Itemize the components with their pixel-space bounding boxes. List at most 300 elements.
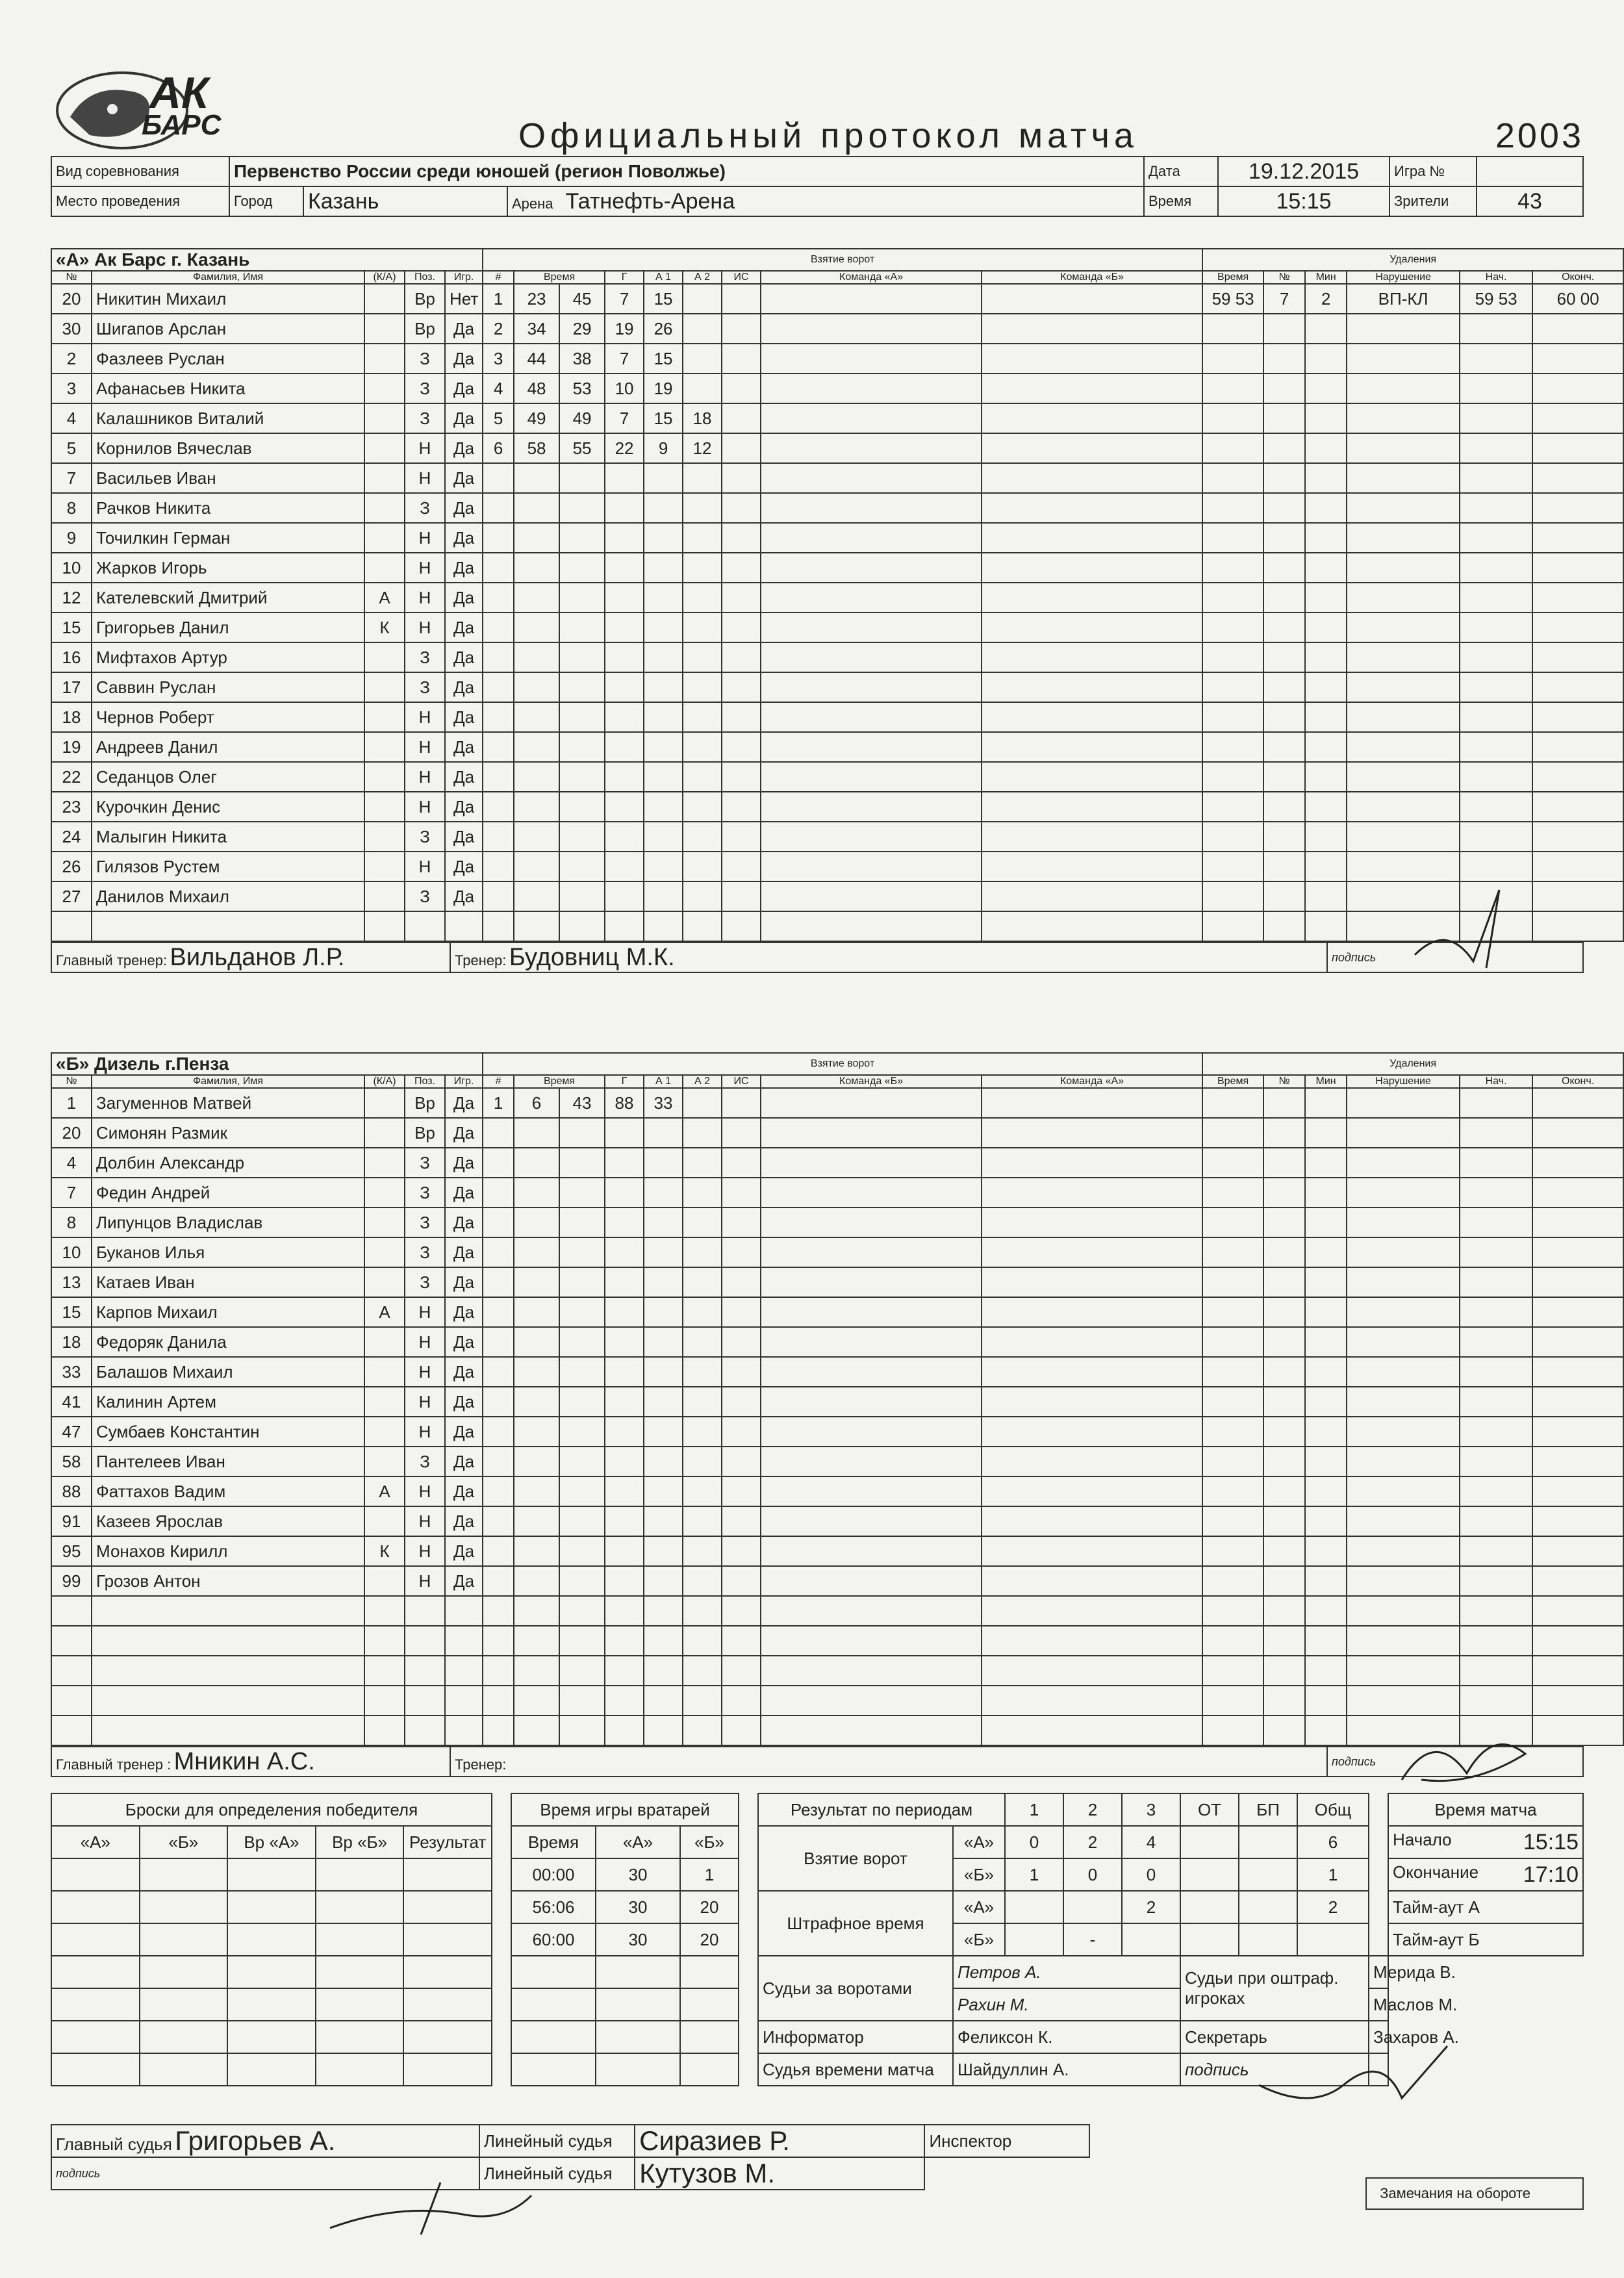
goal-assist-1: [644, 1417, 683, 1447]
goal-minute: [514, 1596, 559, 1626]
timekeeper-label: Судья времени матча: [758, 2053, 953, 2086]
goal-is: [722, 1118, 761, 1148]
goal-team-opp: [982, 583, 1202, 613]
goal-team-opp: [982, 1506, 1202, 1536]
player-played: [445, 1686, 483, 1715]
goal-minute: [514, 762, 559, 792]
captain-mark: [364, 314, 405, 344]
goal-assist-1: [644, 1357, 683, 1387]
captain-mark: К: [364, 613, 405, 642]
player-row: [51, 852, 1623, 881]
player-row: [51, 1536, 1623, 1566]
penalty-start: [1460, 433, 1532, 463]
penalty-minutes: [1305, 1476, 1347, 1506]
goal-judge-2: Рахин М.: [953, 1988, 1180, 2021]
player-played: [445, 911, 483, 941]
goal-scorer: [605, 1387, 644, 1417]
secretary-signature-scribble: [1252, 2046, 1467, 2124]
captain-mark: [364, 852, 405, 881]
player-number: 16: [51, 642, 92, 672]
penalty-end: [1532, 1148, 1623, 1178]
goal-team-opp: [982, 463, 1202, 493]
player-played: Да: [445, 344, 483, 373]
penalty-minutes: [1305, 881, 1347, 911]
timeout-b: Тайм-аут Б: [1388, 1923, 1583, 1956]
goal-assist-2: [683, 822, 722, 852]
player-row: [51, 314, 1623, 344]
goal-number: [483, 881, 514, 911]
goal-team-own: [761, 732, 982, 762]
goal-assist-1: [644, 852, 683, 881]
goal-second: [559, 852, 605, 881]
penalty-start: [1460, 792, 1532, 822]
goal-number: [483, 1237, 514, 1267]
gk-r3-b: 20: [680, 1923, 739, 1956]
player-name: [92, 1626, 364, 1656]
goal-is: [722, 852, 761, 881]
goal-minute: 34: [514, 314, 559, 344]
goal-number: [483, 1417, 514, 1447]
goal-team-own: [761, 1387, 982, 1417]
player-played: Да: [445, 881, 483, 911]
penalty-player: [1263, 1148, 1305, 1178]
penalty-start: [1460, 1297, 1532, 1327]
goal-team-opp: [982, 1208, 1202, 1237]
player-position: Н: [405, 852, 445, 881]
goal-judges-label: Судьи за воротами: [758, 1956, 953, 2021]
goal-assist-2: [683, 1327, 722, 1357]
player-row: [51, 642, 1623, 672]
informator-label: Информатор: [758, 2021, 953, 2053]
penalty-player: [1263, 1088, 1305, 1118]
penalty-start: [1460, 1088, 1532, 1118]
penalty-start: [1460, 463, 1532, 493]
player-number: 3: [51, 373, 92, 403]
goal-team-own: [761, 1536, 982, 1566]
penalty-player: [1263, 762, 1305, 792]
penalty-minutes: [1305, 523, 1347, 553]
goal-team-opp: [982, 1686, 1202, 1715]
player-row: [51, 1088, 1623, 1118]
goal-second: [559, 822, 605, 852]
goal-number: [483, 1208, 514, 1237]
goal-assist-2: [683, 1447, 722, 1476]
shootout-col-b: «Б»: [140, 1826, 228, 1858]
player-row: [51, 433, 1623, 463]
gk-row1: 00:00: [511, 1858, 596, 1891]
penalty-end: [1532, 642, 1623, 672]
shootout-col-result: Результат: [403, 1826, 492, 1858]
goal-minute: [514, 493, 559, 523]
player-row: [51, 1267, 1623, 1297]
penalty-player: [1263, 493, 1305, 523]
goal-assist-2: [683, 583, 722, 613]
end-hour: 17: [1523, 1862, 1548, 1887]
goal-number: [483, 1297, 514, 1327]
penalty-end: [1532, 1476, 1623, 1506]
penalty-end: [1532, 1088, 1623, 1118]
penalty-violation: [1347, 1237, 1460, 1267]
signature-label: подпись: [1332, 1754, 1377, 1768]
penalties-title-b: Удаления: [1202, 1053, 1623, 1075]
goal-is: [722, 1208, 761, 1237]
pen-a-total: 2: [1297, 1891, 1369, 1923]
penalty-time: [1202, 1178, 1263, 1208]
goal-team-own: [761, 1596, 982, 1626]
goal-scorer: [605, 822, 644, 852]
player-played: Да: [445, 463, 483, 493]
goal-team-own: [761, 642, 982, 672]
captain-mark: [364, 1417, 405, 1447]
goal-team-opp: [982, 1357, 1202, 1387]
player-row: [51, 1297, 1623, 1327]
goal-scorer: [605, 493, 644, 523]
penalty-violation: [1347, 1476, 1460, 1506]
penalty-player: [1263, 792, 1305, 822]
goals-b-label: «Б»: [953, 1858, 1005, 1891]
pen-b-p1: [1005, 1923, 1063, 1956]
player-played: Да: [445, 1357, 483, 1387]
penalty-player: [1263, 1178, 1305, 1208]
col-pstart: Нач.: [1460, 271, 1532, 284]
head-coach-name: Вильданов Л.Р.: [170, 943, 345, 971]
goal-assist-2: [683, 523, 722, 553]
arena: [507, 186, 1144, 216]
goal-second: [559, 1148, 605, 1178]
player-name: Точилкин Герман: [92, 523, 364, 553]
captain-mark: [364, 1357, 405, 1387]
gk-r2-sec: 06: [555, 1897, 575, 1917]
goal-second: [559, 911, 605, 941]
captain-mark: [364, 463, 405, 493]
penalty-time: [1202, 433, 1263, 463]
goal-is: [722, 881, 761, 911]
penalty-violation: [1347, 373, 1460, 403]
penalty-violation: [1347, 1148, 1460, 1178]
col-pviol: Нарушение: [1347, 271, 1460, 284]
goal-team-opp: [982, 1387, 1202, 1417]
col-pos: Поз.: [405, 1075, 445, 1088]
player-name: Катаев Иван: [92, 1267, 364, 1297]
captain-mark: [364, 1686, 405, 1715]
gk-r1-a: 30: [596, 1858, 680, 1891]
period-1: 1: [1005, 1793, 1063, 1826]
penalty-minutes: [1305, 672, 1347, 702]
penalty-start: [1460, 523, 1532, 553]
col-play: Игр.: [445, 271, 483, 284]
goal-assist-1: 26: [644, 314, 683, 344]
goal-number: [483, 1596, 514, 1626]
player-played: Да: [445, 493, 483, 523]
goal-minute: [514, 523, 559, 553]
pen-a-p1: [1005, 1891, 1063, 1923]
penalty-violation: [1347, 1387, 1460, 1417]
penalty-player: [1263, 613, 1305, 642]
goals-b-p2: 0: [1063, 1858, 1122, 1891]
penalty-time: [1202, 613, 1263, 642]
goal-is: [722, 1148, 761, 1178]
col-gtime: Время: [514, 271, 605, 284]
goal-team-own: [761, 1566, 982, 1596]
player-row: [51, 1566, 1623, 1596]
goal-assist-1: [644, 1178, 683, 1208]
pen-b-ot: [1180, 1923, 1239, 1956]
player-played: Да: [445, 583, 483, 613]
col-is: ИС: [722, 271, 761, 284]
goal-second: [559, 523, 605, 553]
player-number: 8: [51, 1208, 92, 1237]
goal-scorer: 7: [605, 344, 644, 373]
goal-assist-2: [683, 1417, 722, 1447]
goal-team-opp: [982, 284, 1202, 314]
player-row: [51, 1208, 1623, 1237]
penalty-minutes: [1305, 553, 1347, 583]
goal-assist-2: [683, 1118, 722, 1148]
player-row: [51, 284, 1623, 314]
col-g: Г: [605, 1075, 644, 1088]
penalty-violation: [1347, 1656, 1460, 1686]
penalty-violation: [1347, 553, 1460, 583]
penalty-violation: [1347, 792, 1460, 822]
match-end-value: 17:10: [1523, 1862, 1579, 1887]
player-played: Да: [445, 1476, 483, 1506]
penalty-time: [1202, 1506, 1263, 1536]
player-name: Данилов Михаил: [92, 881, 364, 911]
penalty-end: [1532, 523, 1623, 553]
goal-team-own: [761, 1327, 982, 1357]
penalty-player: [1263, 1267, 1305, 1297]
penalty-violation: [1347, 762, 1460, 792]
player-row: [51, 613, 1623, 642]
penalty-start: [1460, 1686, 1532, 1715]
penalty-end: [1532, 1686, 1623, 1715]
goal-number: 2: [483, 314, 514, 344]
penalty-violation: [1347, 642, 1460, 672]
goal-second: [559, 1297, 605, 1327]
goal-assist-1: [644, 1237, 683, 1267]
spectators-label: Зрители: [1389, 186, 1477, 216]
penalty-violation: [1347, 1178, 1460, 1208]
goal-assist-1: [644, 613, 683, 642]
penalty-end: [1532, 672, 1623, 702]
goal-scorer: [605, 1178, 644, 1208]
col-no: №: [51, 1075, 92, 1088]
player-position: З: [405, 1178, 445, 1208]
player-number: 88: [51, 1476, 92, 1506]
goal-assist-1: [644, 672, 683, 702]
goal-team-own: [761, 822, 982, 852]
player-number: 95: [51, 1536, 92, 1566]
city: Казань: [303, 186, 507, 216]
penalty-violation: [1347, 613, 1460, 642]
goal-assist-2: [683, 1476, 722, 1506]
penalty-player: [1263, 1387, 1305, 1417]
goal-team-own: [761, 1267, 982, 1297]
penalty-minutes: [1305, 1626, 1347, 1656]
penalty-time: [1202, 1327, 1263, 1357]
goal-is: [722, 1327, 761, 1357]
penalty-player: [1263, 732, 1305, 762]
goal-minute: 6: [514, 1088, 559, 1118]
player-number: 10: [51, 1237, 92, 1267]
penalty-violation: [1347, 344, 1460, 373]
goal-minute: 23: [514, 284, 559, 314]
goal-assist-1: [644, 881, 683, 911]
goal-team-own: [761, 1118, 982, 1148]
goal-assist-1: [644, 1715, 683, 1745]
goal-team-opp: [982, 403, 1202, 433]
goal-is: [722, 493, 761, 523]
penalty-end: [1532, 1178, 1623, 1208]
goal-assist-2: [683, 1715, 722, 1745]
penalty-time: [1202, 553, 1263, 583]
captain-mark: [364, 523, 405, 553]
captain-mark: [364, 762, 405, 792]
penalty-player: [1263, 1715, 1305, 1745]
head-coach-label: Главный тренер:: [56, 952, 168, 968]
player-played: Да: [445, 672, 483, 702]
goal-minute: [514, 1566, 559, 1596]
goal-second: [559, 702, 605, 732]
penalty-player: [1263, 881, 1305, 911]
player-name: Малыгин Никита: [92, 822, 364, 852]
goal-team-own: [761, 1088, 982, 1118]
penalty-start: [1460, 1417, 1532, 1447]
goal-team-own: [761, 852, 982, 881]
goal-team-own: [761, 881, 982, 911]
goal-assist-2: [683, 792, 722, 822]
referees-section: [51, 2124, 1584, 2190]
player-played: Нет: [445, 284, 483, 314]
penalty-player: [1263, 1447, 1305, 1476]
goal-team-opp: [982, 344, 1202, 373]
penalty-minutes: [1305, 852, 1347, 881]
team-a-signature-scribble: [1408, 883, 1525, 968]
goal-assist-1: [644, 553, 683, 583]
penalty-end: [1532, 1536, 1623, 1566]
goal-scorer: [605, 762, 644, 792]
player-position: З: [405, 1267, 445, 1297]
penalty-player: [1263, 553, 1305, 583]
penalty-end: [1532, 1447, 1623, 1476]
head-referee-signature: подпись: [51, 2157, 479, 2190]
goal-is: [722, 284, 761, 314]
team-a-roster: [51, 284, 1623, 941]
goal-minute: [514, 852, 559, 881]
penalty-player: [1263, 463, 1305, 493]
col-gno: #: [483, 271, 514, 284]
penalty-time: [1202, 1656, 1263, 1686]
goal-minute: [514, 1237, 559, 1267]
goal-is: [722, 1178, 761, 1208]
player-played: Да: [445, 822, 483, 852]
penalty-start: [1460, 373, 1532, 403]
penalty-time-label: Штрафное время: [758, 1891, 953, 1956]
player-position: Н: [405, 433, 445, 463]
player-number: 20: [51, 284, 92, 314]
player-name: Казеев Ярослав: [92, 1506, 364, 1536]
gk-r1-min: 00: [532, 1864, 552, 1884]
goal-assist-1: [644, 1267, 683, 1297]
player-row: [51, 1417, 1623, 1447]
goal-assist-2: [683, 672, 722, 702]
player-number: 13: [51, 1267, 92, 1297]
player-played: Да: [445, 702, 483, 732]
player-position: Вр: [405, 1088, 445, 1118]
penalty-player: [1263, 1536, 1305, 1566]
goal-number: 1: [483, 284, 514, 314]
shootout-col-gka: Вр «А»: [227, 1826, 316, 1858]
goal-number: 3: [483, 344, 514, 373]
goal-team-own: [761, 433, 982, 463]
penalty-minutes: [1305, 642, 1347, 672]
col-no: №: [51, 271, 92, 284]
goal-is: [722, 1566, 761, 1596]
penalty-judge-2: Маслов М.: [1369, 1988, 1388, 2021]
penalty-start: [1460, 1626, 1532, 1656]
player-played: Да: [445, 314, 483, 344]
player-played: Да: [445, 1088, 483, 1118]
goals-b-p3: 0: [1122, 1858, 1180, 1891]
penalty-player: [1263, 1327, 1305, 1357]
player-row: [51, 1118, 1623, 1148]
goal-second: [559, 493, 605, 523]
penalty-player: [1263, 373, 1305, 403]
player-played: Да: [445, 1297, 483, 1327]
captain-mark: [364, 1208, 405, 1237]
goal-assist-2: [683, 1178, 722, 1208]
penalty-player: [1263, 1297, 1305, 1327]
goal-team-own: [761, 1447, 982, 1476]
goal-scorer: [605, 1656, 644, 1686]
team-a-head-coach: [51, 943, 450, 972]
penalty-player: [1263, 1626, 1305, 1656]
gk-r1-b: 1: [680, 1858, 739, 1891]
penalty-time: [1202, 1566, 1263, 1596]
goal-number: [483, 672, 514, 702]
goal-minute: [514, 1715, 559, 1745]
goal-is: [722, 792, 761, 822]
city-label: Город: [229, 186, 303, 216]
penalty-violation: [1347, 1118, 1460, 1148]
player-position: [405, 1596, 445, 1626]
team-b-roster: [51, 1088, 1623, 1745]
goal-team-own: [761, 344, 982, 373]
player-played: Да: [445, 1178, 483, 1208]
goal-is: [722, 1506, 761, 1536]
goal-minute: [514, 1297, 559, 1327]
pen-b-label: «Б»: [953, 1923, 1005, 1956]
goal-second: [559, 613, 605, 642]
player-number: 1: [51, 1088, 92, 1118]
goal-judge-1: Петров А.: [953, 1956, 1180, 1988]
penalty-minutes: [1305, 792, 1347, 822]
goal-number: [483, 1656, 514, 1686]
penalty-violation: ВП-КЛ: [1347, 284, 1460, 314]
penalty-judge-1: Мерида В.: [1369, 1956, 1388, 1988]
goal-assist-1: [644, 463, 683, 493]
penalty-violation: [1347, 1506, 1460, 1536]
penalty-start: [1460, 1506, 1532, 1536]
penalty-start: [1460, 583, 1532, 613]
player-name: Фазлеев Руслан: [92, 344, 364, 373]
match-time: 15:15: [1218, 186, 1389, 216]
goal-team-opp: [982, 1626, 1202, 1656]
penalty-violation: [1347, 1088, 1460, 1118]
game-no: [1477, 157, 1583, 186]
goal-number: [483, 1118, 514, 1148]
penalty-minutes: [1305, 344, 1347, 373]
